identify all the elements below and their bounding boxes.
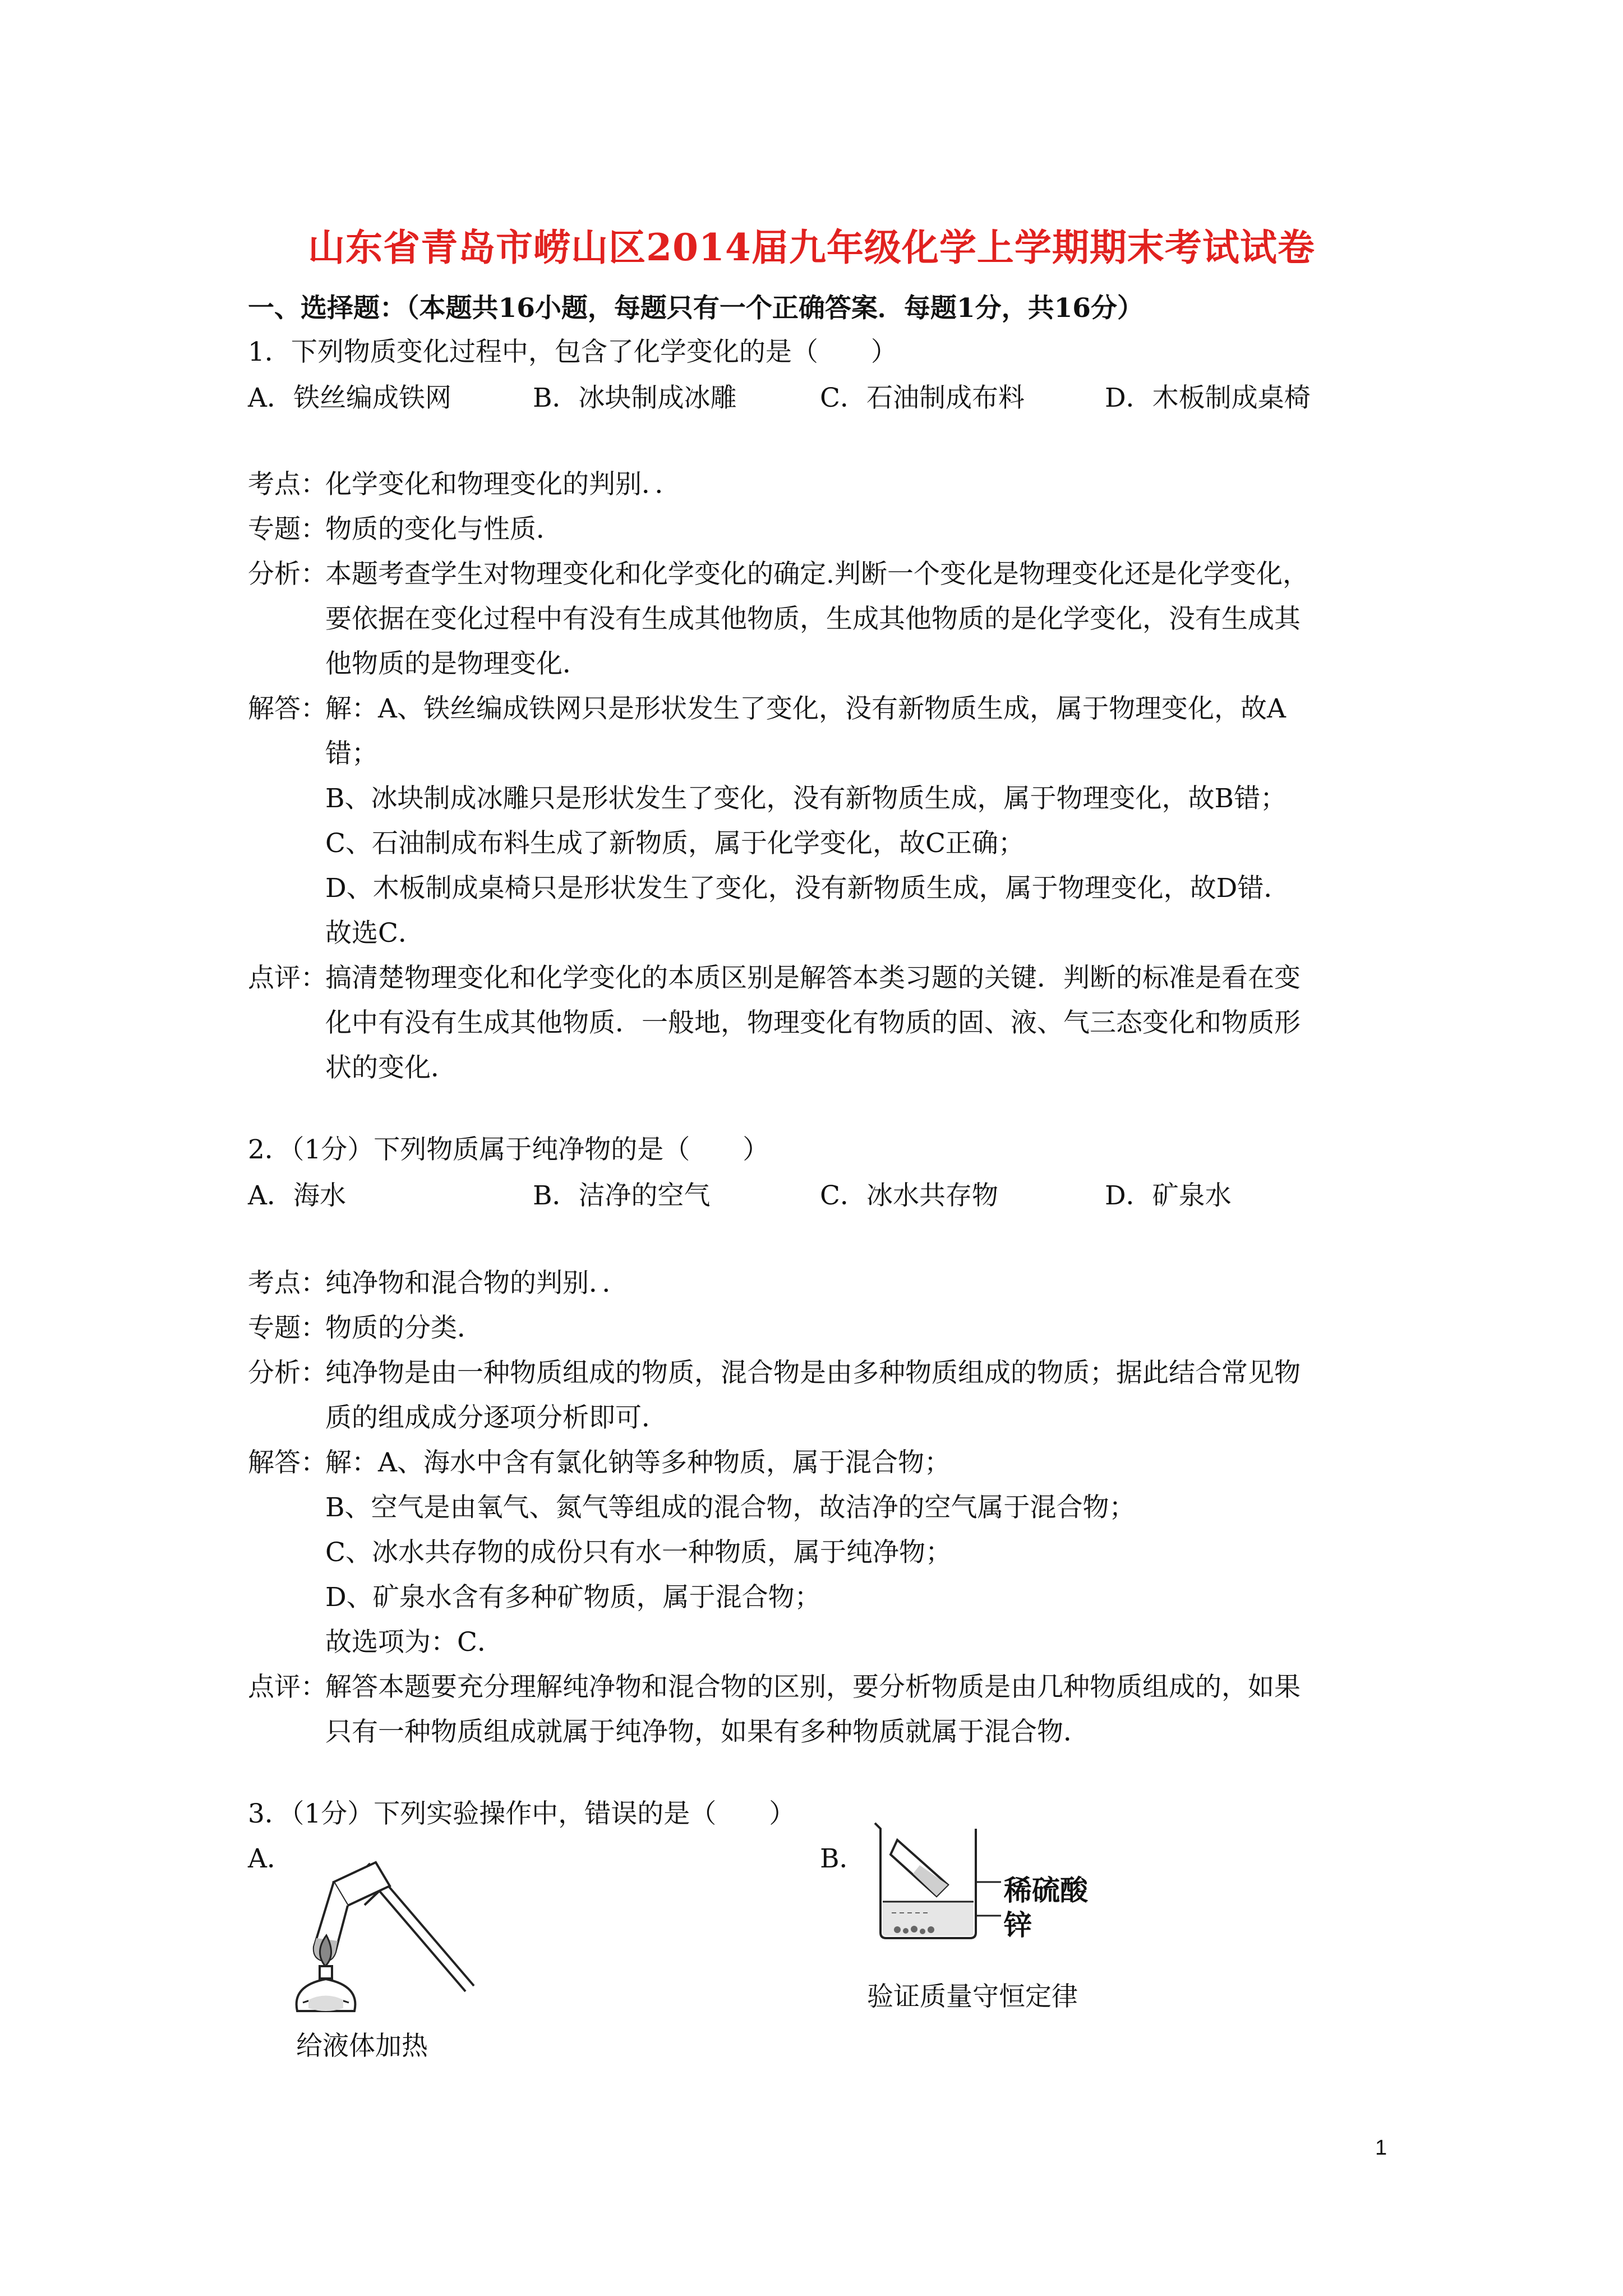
q1-stem: 1．下列物质变化过程中，包含了化学变化的是（ ）	[248, 337, 897, 367]
q1-kaodian-label: 考点：	[248, 469, 327, 500]
q2-dianping-line: 只有一种物质组成就属于纯净物，如果有多种物质就属于混合物．	[325, 1717, 1090, 1747]
q1-fenxi-line: 本题考查学生对物理变化和化学变化的确定.判断一个变化是物理变化还是化学变化，	[325, 559, 1309, 590]
q1-kaodian: 化学变化和物理变化的判别．．	[325, 469, 681, 500]
q3-option-a: A．	[248, 1843, 293, 1874]
q1-dianping-line: 化中有没有生成其他物质．一般地，物理变化有物质的固、液、气三态变化和物质形	[325, 1007, 1301, 1038]
q2-stem: 2．（1分）下列物质属于纯净物的是（ ）	[248, 1134, 769, 1165]
q2-fenxi-line: 质的组成成分逐项分析即可．	[325, 1402, 668, 1433]
q1-option-d: D．木板制成桌椅	[1105, 383, 1311, 413]
q3-stem: 3．（1分）下列实验操作中，错误的是（ ）	[248, 1798, 796, 1829]
page-title: 山东省青岛市崂山区2014届九年级化学上学期期末考试试卷	[308, 226, 1315, 269]
q2-dianping-label: 点评：	[248, 1672, 327, 1703]
q1-option-c: C．石油制成布料	[820, 383, 1025, 413]
q2-jieda-line: C、冰水共存物的成份只有水一种物质，属于纯净物；	[325, 1537, 952, 1568]
q1-jieda-line: 错；	[325, 738, 378, 769]
caption-b: 验证质量守恒定律	[867, 1981, 1078, 2012]
q2-jieda-line: 解：A、海水中含有氯化钠等多种物质，属于混合物；	[325, 1447, 951, 1478]
q2-kaodian: 纯净物和混合物的判别．．	[325, 1268, 629, 1299]
label-zinc: 锌	[1004, 1909, 1032, 1941]
q2-fenxi-label: 分析：	[248, 1358, 327, 1388]
q1-dianping-line: 状的变化．	[325, 1052, 457, 1083]
q1-option-a: A．铁丝编成铁网	[248, 383, 451, 413]
q1-jieda-line: D、木板制成桌椅只是形状发生了变化，没有新物质生成，属于物理变化，故D错．	[325, 873, 1290, 904]
q2-option-a: A．海水	[248, 1180, 346, 1211]
caption-a: 给液体加热	[296, 2031, 428, 2062]
q1-jieda-line: C、石油制成布料生成了新物质，属于化学变化，故C正确；	[325, 828, 1025, 859]
q2-option-b: B．洁净的空气	[533, 1180, 711, 1211]
q2-dianping-line: 解答本题要充分理解纯净物和混合物的区别，要分析物质是由几种物质组成的，如果	[325, 1672, 1301, 1703]
q2-zhuanti-label: 专题：	[248, 1313, 327, 1343]
q2-option-c: C．冰水共存物	[820, 1180, 998, 1211]
q1-zhuanti-label: 专题：	[248, 514, 327, 545]
q1-option-b: B．冰块制成冰雕	[533, 383, 737, 413]
page-number: 1	[1375, 2136, 1387, 2160]
q2-jieda-label: 解答：	[248, 1447, 327, 1478]
q1-fenxi-line: 要依据在变化过程中有没有生成其他物质，生成其他物质的是化学变化，没有生成其	[325, 604, 1301, 634]
q2-jieda-line: 故选项为：C．	[325, 1627, 504, 1658]
q3-option-b: B．	[820, 1843, 866, 1874]
q1-jieda-line: 解：A、铁丝编成铁网只是形状发生了变化，没有新物质生成，属于物理变化，故A	[325, 693, 1286, 724]
q2-kaodian-label: 考点：	[248, 1268, 327, 1299]
q2-fenxi-line: 纯净物是由一种物质组成的物质，混合物是由多种物质组成的物质；据此结合常见物	[325, 1358, 1301, 1388]
q1-jieda-label: 解答：	[248, 693, 327, 724]
q1-jieda-line: 故选C．	[325, 918, 425, 949]
q1-fenxi-line: 他物质的是物理变化．	[325, 648, 589, 679]
section-heading: 一、选择题：（本题共16小题，每题只有一个正确答案．每题1分，共16分）	[248, 293, 1144, 324]
q1-jieda-line: B、冰块制成冰雕只是形状发生了变化，没有新物质生成，属于物理变化，故B错；	[325, 783, 1287, 814]
q1-zhuanti: 物质的变化与性质．	[325, 514, 562, 545]
q2-zhuanti: 物质的分类．	[325, 1313, 483, 1343]
alcohol-lamp-heating-figure	[280, 1851, 482, 2019]
q1-fenxi-label: 分析：	[248, 559, 327, 590]
q2-jieda-line: B、空气是由氧气、氮气等组成的混合物，故洁净的空气属于混合物；	[325, 1492, 1136, 1523]
label-dilute-sulfuric-acid: 稀硫酸	[1004, 1874, 1088, 1907]
q2-option-d: D．矿泉水	[1105, 1180, 1232, 1211]
q1-dianping-label: 点评：	[248, 963, 327, 993]
q2-jieda-line: D、矿泉水含有多种矿物质，属于混合物；	[325, 1582, 821, 1613]
q1-dianping-line: 搞清楚物理变化和化学变化的本质区别是解答本类习题的关键．判断的标准是看在变	[325, 963, 1301, 993]
